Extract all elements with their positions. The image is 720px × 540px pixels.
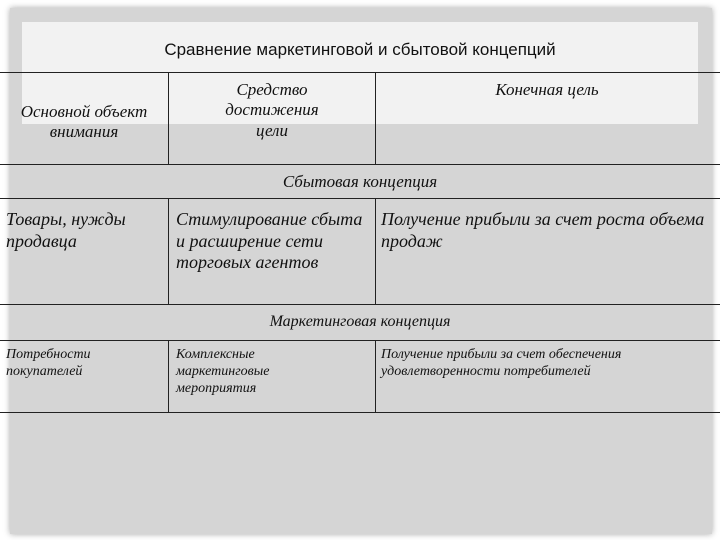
section2-heading-border: [0, 340, 720, 341]
column-divider-4: [375, 198, 376, 304]
section2-heading: Маркетинговая концепция: [269, 313, 451, 330]
header-bottom-border: [0, 164, 720, 165]
section1-goal: Получение прибыли за счет роста объема продаж: [381, 209, 705, 251]
section1-means: Стимулирование сбыта и расширение сети торговых агентов: [176, 209, 363, 273]
column-divider-2: [375, 72, 376, 164]
column-divider-5: [168, 340, 169, 412]
section2-goal: Получение прибыли за счет обеспечения удовлетворенности потребителей: [381, 347, 622, 379]
slide-title: Сравнение маркетинговой и сбытовой концепций: [164, 40, 556, 59]
column-divider-6: [375, 340, 376, 412]
section1-object: Товары, нужды продавца: [6, 209, 126, 251]
section1-heading-border: [0, 198, 720, 199]
column-divider-1: [168, 72, 169, 164]
header-object: Основной объект внимания: [20, 102, 148, 142]
section2-bottom-border: [0, 412, 720, 413]
section1-bottom-border: [0, 304, 720, 305]
section2-object: Потребности покупателей: [6, 347, 91, 379]
section2-means: Комплексные маркетинговые мероприятия: [176, 347, 270, 396]
table-top-border: [0, 72, 720, 73]
section1-heading: Сбытовая концепция: [282, 172, 438, 191]
column-divider-3: [168, 198, 169, 304]
header-goal: Конечная цель: [495, 80, 599, 99]
header-means: Средство достижения цели: [225, 80, 319, 140]
